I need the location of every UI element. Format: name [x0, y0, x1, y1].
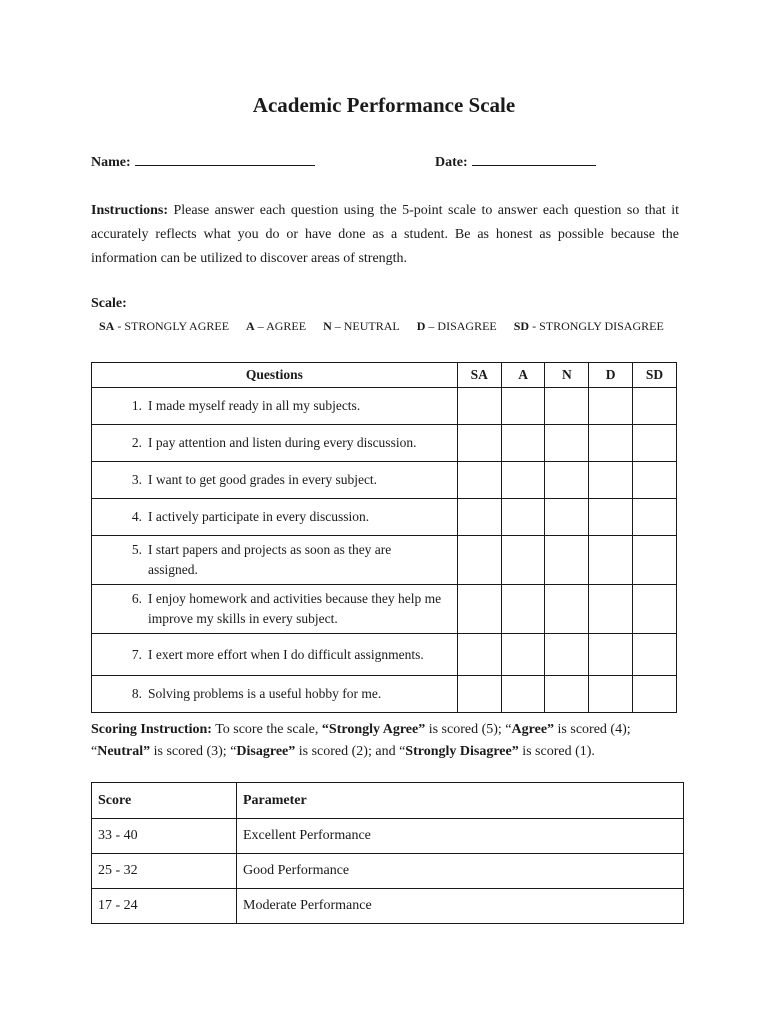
question-text: I made myself ready in all my subjects.: [148, 398, 361, 413]
header-parameter: Parameter: [237, 783, 684, 819]
question-number: 5.: [131, 542, 142, 557]
answer-box-sa[interactable]: [457, 462, 501, 499]
answer-box-n[interactable]: [545, 462, 589, 499]
answer-box-a[interactable]: [501, 462, 545, 499]
question-text: I actively participate in every discussion.: [148, 509, 370, 524]
question-row: [92, 499, 677, 536]
score-range: 25 - 32: [92, 854, 237, 889]
question-number: 7.: [131, 646, 142, 662]
score-parameter: Moderate Performance: [237, 889, 684, 924]
score-row: [92, 889, 684, 924]
scoring-instruction: Scoring Instruction: To score the scale, “Strongly Agree” is scored (5); “Agree” is scored (4); “Neutral” is scored (3); “Disagree” is scored (2); and “Strongly Disagree” is scored (1).: [91, 722, 631, 759]
instructions-text: Please answer each question using the 5-point scale to answer each question so that it accurately reflects what you do or have done as a student. Be as honest as possible because the information can be utilized to discover areas of strength.: [91, 203, 679, 266]
answer-box-sa[interactable]: [457, 585, 501, 634]
scale-legend: [99, 319, 678, 334]
question-cell: [92, 676, 458, 713]
header-score: Score: [92, 783, 237, 819]
question-number: 1.: [131, 398, 142, 413]
header-d: D: [589, 363, 633, 388]
question-row: [92, 536, 677, 585]
score-table: [91, 782, 684, 924]
answer-box-n[interactable]: [545, 676, 589, 713]
answer-box-sd[interactable]: [632, 585, 676, 634]
answer-box-a[interactable]: [501, 536, 545, 585]
question-text: I pay attention and listen during every discussion.: [148, 435, 417, 450]
answer-box-sd[interactable]: [632, 634, 676, 676]
header-sd: SD: [632, 363, 676, 388]
question-row: [92, 585, 677, 634]
score-parameter: Good Performance: [237, 854, 684, 889]
question-text: I enjoy homework and activities because they help me improve my skills in every subject.: [148, 591, 442, 626]
score-parameter: Excellent Performance: [237, 819, 684, 854]
question-row: [92, 425, 677, 462]
date-field[interactable]: [435, 153, 596, 171]
header-sa: SA: [457, 363, 501, 388]
answer-box-a[interactable]: [501, 676, 545, 713]
answer-box-d[interactable]: [589, 676, 633, 713]
score-header-row: [92, 783, 684, 819]
answer-box-sa[interactable]: [457, 634, 501, 676]
questions-table: [91, 362, 677, 713]
answer-box-sa[interactable]: [457, 388, 501, 425]
question-row: [92, 388, 677, 425]
question-cell: [92, 425, 458, 462]
answer-box-sd[interactable]: [632, 536, 676, 585]
scale-item-a: A – AGREE: [246, 319, 307, 333]
answer-box-n[interactable]: [545, 388, 589, 425]
answer-box-sa[interactable]: [457, 425, 501, 462]
question-cell: [92, 634, 458, 676]
question-number: 3.: [131, 472, 142, 487]
answer-box-sa[interactable]: [457, 536, 501, 585]
question-number: 8.: [131, 686, 142, 701]
question-text: I want to get good grades in every subject.: [148, 472, 378, 487]
answer-box-a[interactable]: [501, 499, 545, 536]
answer-box-d[interactable]: [589, 585, 633, 634]
name-blank-line[interactable]: [135, 153, 315, 166]
question-row: [92, 634, 677, 676]
scale-item-sd: SD - STRONGLY DISAGREE: [513, 319, 664, 333]
answer-box-n[interactable]: [545, 499, 589, 536]
answer-box-a[interactable]: [501, 634, 545, 676]
question-number: 6.: [131, 591, 142, 606]
answer-box-n[interactable]: [545, 536, 589, 585]
answer-box-d[interactable]: [589, 462, 633, 499]
instructions-label: Instructions:: [91, 203, 169, 218]
name-label: Name:: [91, 155, 131, 170]
question-cell: [92, 388, 458, 425]
scale-item-sa: SA - STRONGLY AGREE: [99, 319, 230, 333]
questions-header-row: [92, 363, 677, 388]
header-questions: Questions: [92, 363, 458, 388]
name-field[interactable]: [91, 153, 315, 171]
instructions-paragraph: [91, 199, 679, 271]
answer-box-sd[interactable]: [632, 425, 676, 462]
scale-label: Scale:: [91, 296, 127, 311]
answer-box-n[interactable]: [545, 425, 589, 462]
answer-box-sd[interactable]: [632, 499, 676, 536]
scale-item-d: D – DISAGREE: [416, 319, 497, 333]
question-text: I exert more effort when I do difficult assignments.: [148, 646, 424, 662]
question-cell: [92, 536, 458, 585]
question-text: I start papers and projects as soon as they are assigned.: [148, 542, 392, 577]
scoring-label: Scoring Instruction:: [91, 722, 212, 737]
date-label: Date:: [435, 155, 468, 170]
answer-box-sd[interactable]: [632, 462, 676, 499]
answer-box-a[interactable]: [501, 585, 545, 634]
score-row: [92, 819, 684, 854]
question-cell: [92, 499, 458, 536]
answer-box-d[interactable]: [589, 425, 633, 462]
answer-box-d[interactable]: [589, 536, 633, 585]
answer-box-d[interactable]: [589, 499, 633, 536]
answer-box-a[interactable]: [501, 388, 545, 425]
scale-item-n: N – NEUTRAL: [323, 319, 400, 333]
header-n: N: [545, 363, 589, 388]
date-blank-line[interactable]: [472, 153, 596, 166]
question-row: [92, 676, 677, 713]
header-a: A: [501, 363, 545, 388]
score-row: [92, 854, 684, 889]
question-number: 2.: [131, 435, 142, 450]
question-cell: [92, 585, 458, 634]
question-number: 4.: [131, 509, 142, 524]
answer-box-n[interactable]: [545, 634, 589, 676]
answer-box-d[interactable]: [589, 634, 633, 676]
answer-box-a[interactable]: [501, 425, 545, 462]
answer-box-sd[interactable]: [632, 676, 676, 713]
score-range: 33 - 40: [92, 819, 237, 854]
answer-box-d[interactable]: [589, 388, 633, 425]
answer-box-n[interactable]: [545, 585, 589, 634]
answer-box-sa[interactable]: [457, 676, 501, 713]
answer-box-sa[interactable]: [457, 499, 501, 536]
question-row: [92, 462, 677, 499]
score-range: 17 - 24: [92, 889, 237, 924]
page-title: Academic Performance Scale: [252, 93, 516, 117]
question-text: Solving problems is a useful hobby for me.: [148, 686, 382, 701]
question-cell: [92, 462, 458, 499]
answer-box-sd[interactable]: [632, 388, 676, 425]
